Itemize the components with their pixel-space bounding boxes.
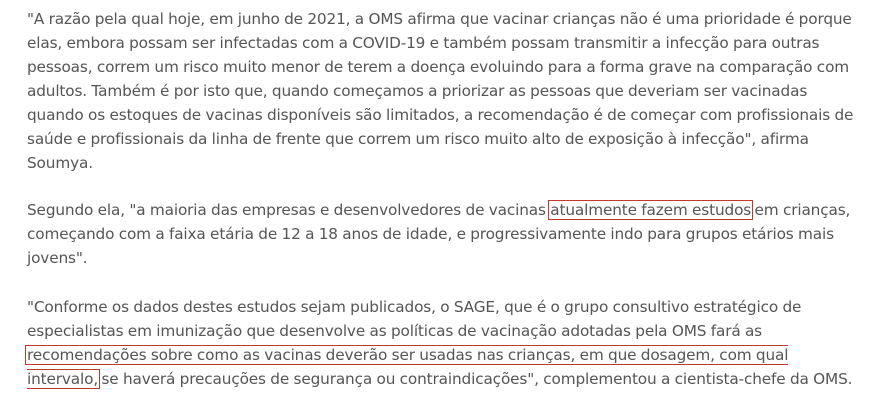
paragraph-text: "Conforme os dados destes estudos sejam publicados, o SAGE, que é o grupo consultivo estratégico de especialistas em imunização que desenvolve as políticas de vacinação adotadas pela OMS fará as xyxy=(27,298,802,340)
paragraph-sage-recommendations xyxy=(27,295,859,391)
highlighted-phrase-current-studies: atualmente fazem estudos xyxy=(550,201,752,219)
paragraph-text: em crianças, começando com a faixa etária de 12 a 18 anos de idade, e progressivamente indo para grupos etários mais jovens". xyxy=(27,201,851,267)
paragraph-text: Segundo ela, "a maioria das empresas e desenvolvedores de vacinas xyxy=(27,201,551,219)
article-body xyxy=(27,7,859,391)
paragraph-text: "A razão pela qual hoje, em junho de 2021, a OMS afirma que vacinar crianças não é uma prioridade é porque elas, embora possam ser infectadas com a COVID-19 e também possam transmitir a infecção para outras pessoas, correm um risco muito menor de terem a doença evoluindo para a forma grave na comparação com adultos. Também é por isto que, quando começamos a priorizar as pessoas que deveriam ser vacinadas quando os estoques de vacinas disponíveis são limitados, a recomendação é de começar com profissionais de saúde e profissionais da linha de frente que correm um risco muito alto de exposição à infecção", afirma Soumya. xyxy=(27,10,854,172)
paragraph-vaccine-studies xyxy=(27,198,859,270)
highlighted-phrase-recommendations: recomendações sobre como as vacinas deverão ser usadas nas crianças, em que dosagem, com qual intervalo, xyxy=(27,346,789,388)
paragraph-quote-who xyxy=(27,7,859,175)
paragraph-text: se haverá precauções de segurança ou contraindicações", complementou a cientista-chefe da OMS. xyxy=(97,370,853,388)
